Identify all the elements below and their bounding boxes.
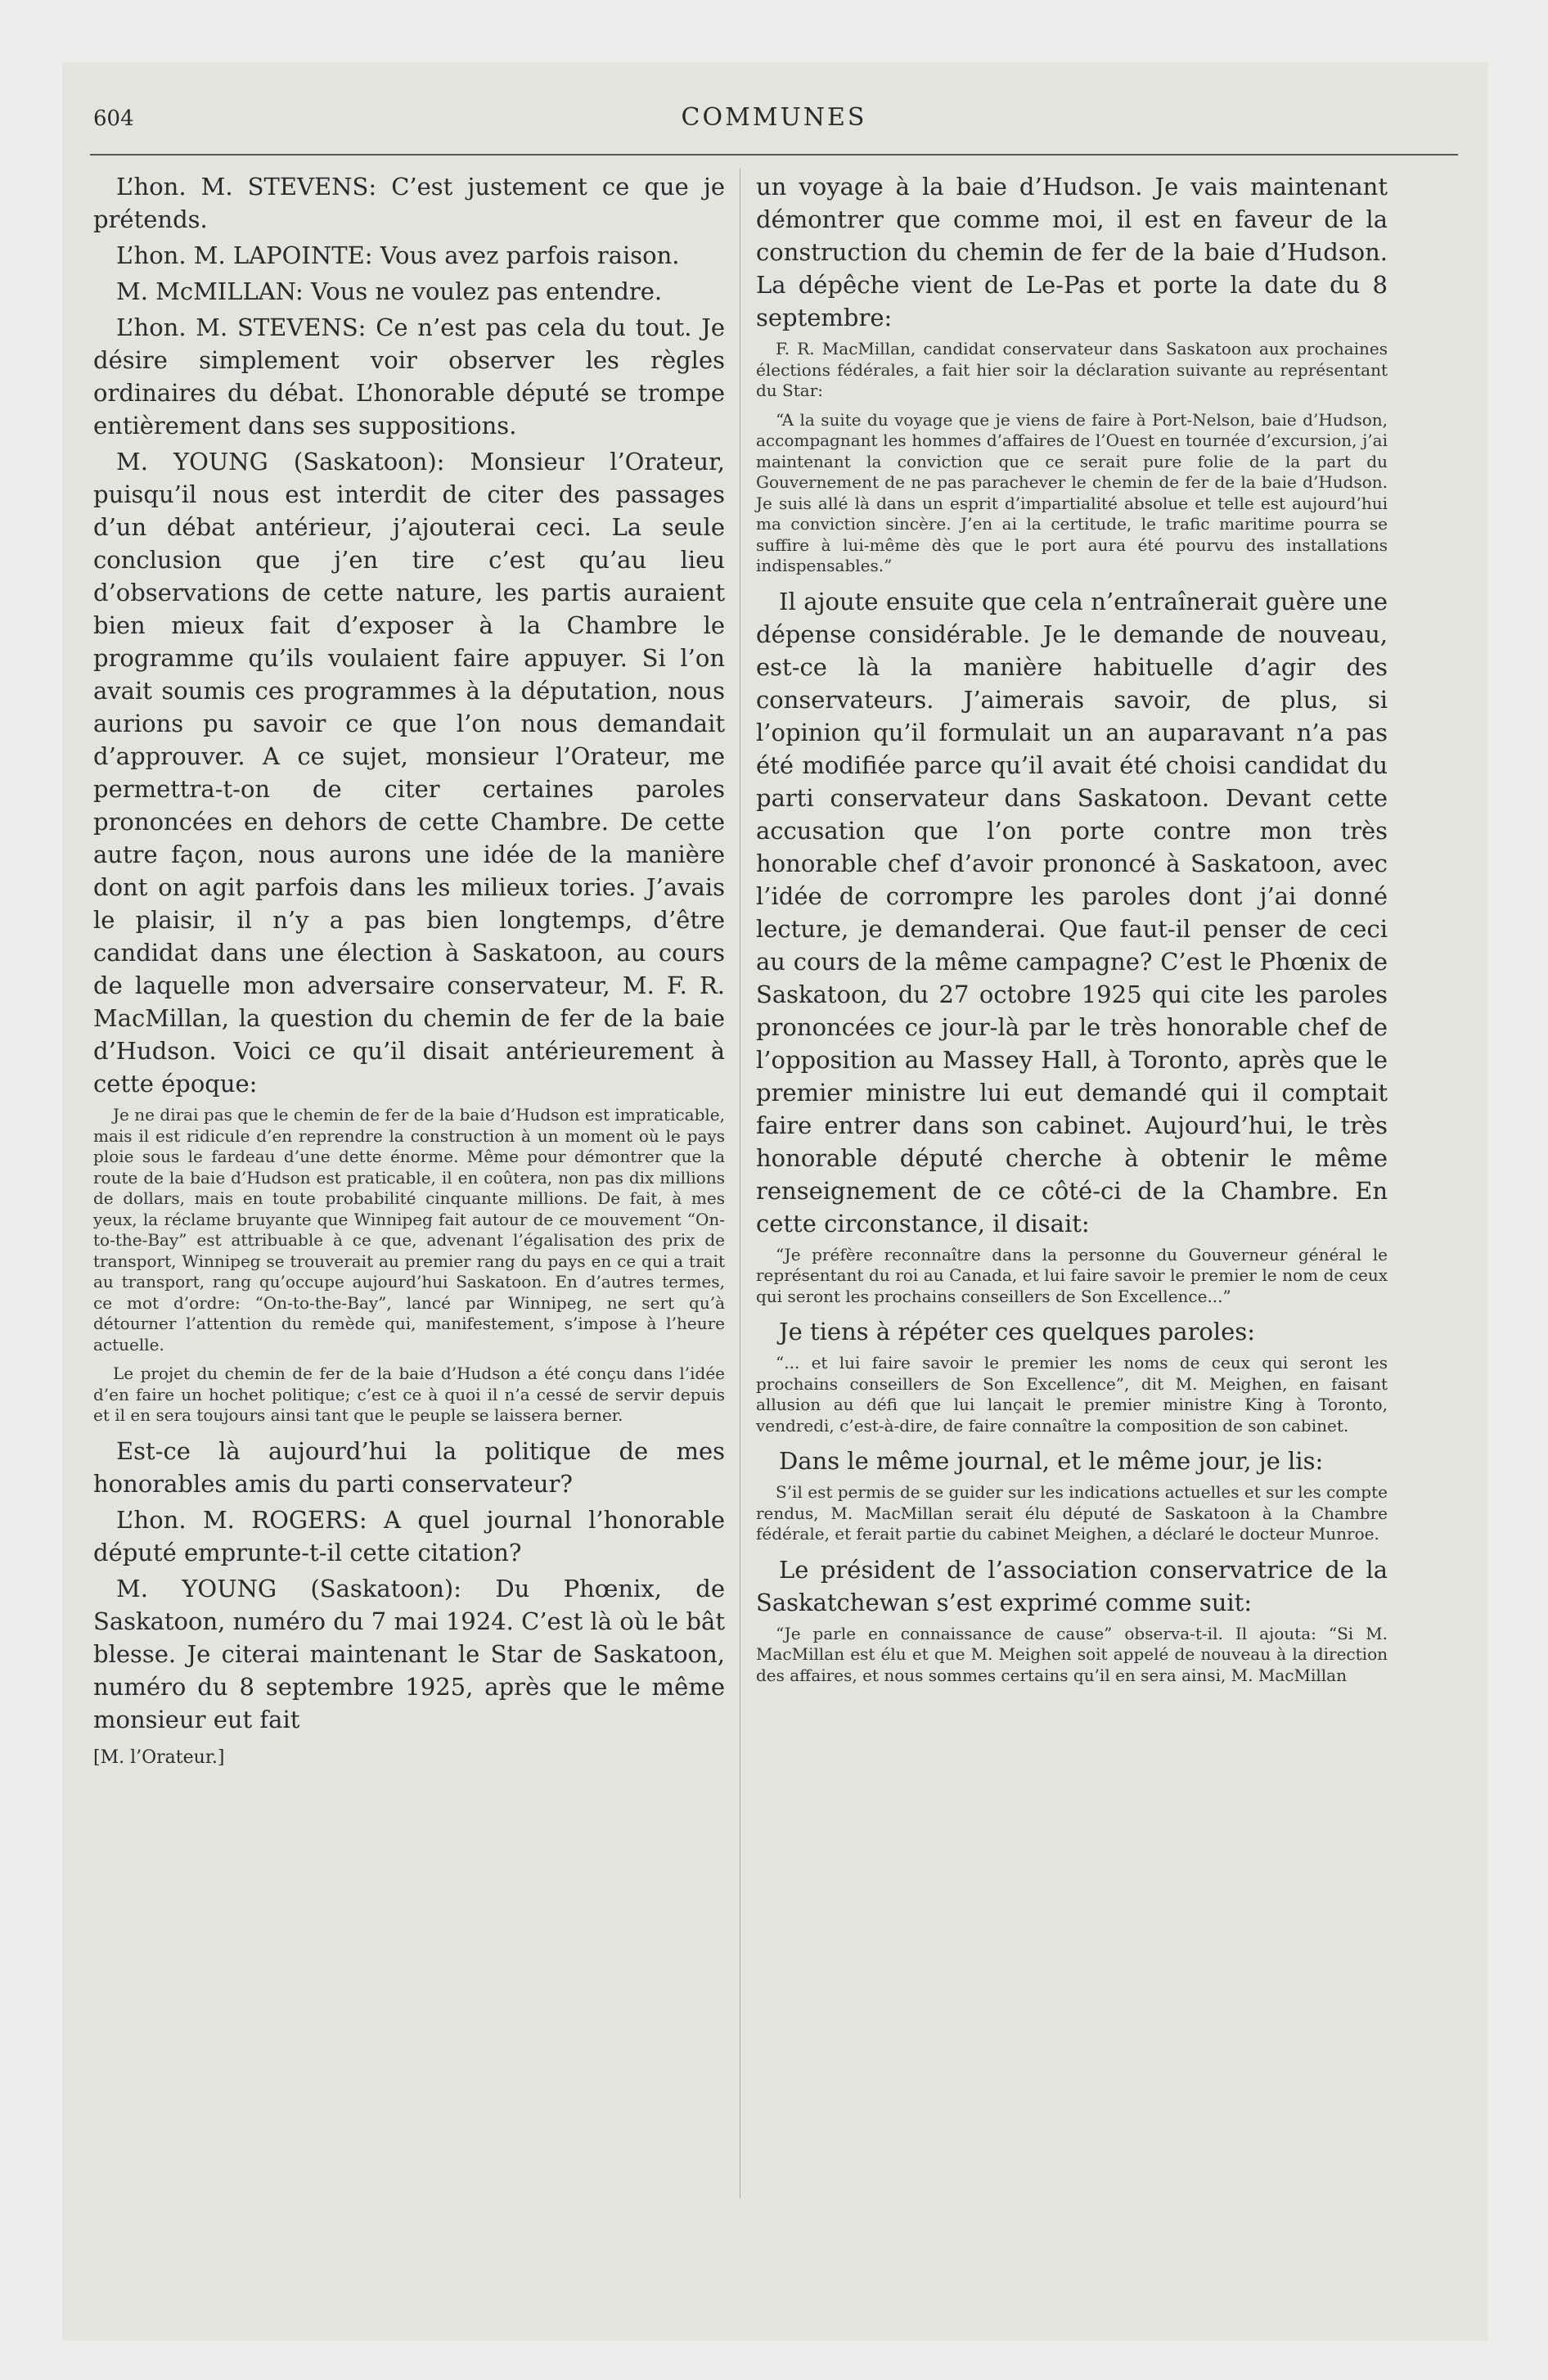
paragraph: M. YOUNG (Saskatoon): Monsieur l’Orateur, puisqu’il nous est interdit de citer des passages d’un débat antérieur, j’ajouterai ceci. La seule conclusion que j’en tire c’est qu’au lieu d’observations de cette nature, les partis auraient bien mieux fait d’exposer à la Chambre le programme qu’ils voulaient faire appuyer. Si l’on avait soumis ces programmes à la députation, nous aurions pu savoir ce que l’on nous demandait d’approuver. A ce sujet, monsieur l’Orateur, me permettra-t-on de citer certaines paroles prononcées en dehors de cette Chambre. De cette autre façon, nous aurons une idée de la manière dont on agit parfois dans les milieux tories. J’avais le plaisir, il n’y a pas bien longtemps, d’être candidat dans une élection à Saskatoon, au cours de laquelle mon adversaire conservateur, M. F. R. MacMillan, la question du chemin de fer de la baie d’Hudson. Voici ce qu’il disait antérieurement à cette époque: [93,448,725,1098]
quotation: S’il est permis de se guider sur les indications actuelles et sur les compte rendus, M. MacMillan serait élu député de Saskatoon à la Chambre fédérale, et ferait partie du cabinet Meighen, a déclaré le docteur Munroe. [756,1482,1388,1544]
paragraph: L’hon. M. STEVENS: Ce n’est pas cela du tout. Je désire simplement voir observer les règles ordinaires du débat. L’honorable député se trompe entièrement dans ses suppositions. [93,313,725,439]
paragraph: Le président de l’association conservatrice de la Saskatchewan s’est exprimé comme suit: [756,1555,1388,1616]
paragraph: M. McMILLAN: Vous ne voulez pas entendre. [116,277,663,305]
paragraph: un voyage à la baie d’Hudson. Je vais maintenant démontrer que comme moi, il est en faveur de la construction du chemin de fer de la baie d’Hudson. La dépêche vient de Le-Pas et porte la date du 8 septembre: [756,173,1388,331]
right-column [756,170,1388,1694]
paragraph: L’hon. M. STEVENS: C’est justement ce que je prétends. [93,173,725,233]
quotation: Le projet du chemin de fer de la baie d’Hudson a été conçu dans l’idée d’en faire un hochet politique; c’est ce à quoi il n’a cessé de servir depuis et il en sera toujours ainsi tant que le peuple se laissera berner. [93,1364,725,1425]
quotation: “Je préfère reconnaître dans la personne du Gouverneur général le représentant du roi au Canada, et lui faire savoir le premier le nom de ceux qui seront les prochains conseillers de Son Excellence...” [756,1244,1388,1306]
paragraph: L’hon. M. ROGERS: A quel journal l’honorable député emprunte-t-il cette citation? [93,1505,725,1566]
paragraph: Est-ce là aujourd’hui la politique de mes honorables amis du parti conservateur? [93,1436,725,1498]
page-title: COMMUNES [681,103,867,132]
paragraph: Il ajoute ensuite que cela n’entraînerait guère une dépense considérable. Je le demande de nouveau, est-ce là la manière habituelle d’agir des conservateurs. J’aimerais savoir, de plus, si l’opinion qu’il formulait un an auparavant n’a pas été modifiée parce qu’il avait été choisi candidat du parti conservateur dans Saskatoon. Devant cette accusation que l’on porte contre mon très honorable chef d’avoir prononcé à Saskatoon, avec l’idée de corrompre les paroles dont j’ai donné lecture, je demanderai. Que faut-il penser de ceci au cours de la même campagne? C’est le Phœnix de Saskatoon, du 27 octobre 1925 qui cite les paroles prononcées ce jour-là par le très honorable chef de l’opposition au Massey Hall, à Toronto, après que le premier ministre lui eut demandé qui il comptait faire entrer dans son cabinet. Aujourd’hui, le très honorable député cherche à obtenir le même renseignement de ce côté-ci de la Chambre. En cette circonstance, il disait: [756,587,1388,1237]
paragraph: Dans le même journal, et le même jour, je lis: [779,1447,1324,1475]
header-rule [90,154,1458,156]
page-number: 604 [93,106,134,131]
paragraph: Je tiens à répéter ces quelques paroles: [779,1318,1255,1346]
left-column [93,170,725,1768]
quotation: F. R. MacMillan, candidat conservateur dans Saskatoon aux prochaines élections fédérales, a fait hier soir la déclaration suivante au représentant du Star: [756,339,1388,400]
footnote: [M. l’Orateur.] [93,1747,225,1768]
running-header [93,92,1455,149]
quotation: “A la suite du voyage que je viens de faire à Port-Nelson, baie d’Hudson, accompagnant les hommes d’affaires de l’Ouest en tournée d’excursion, j’ai maintenant la conviction que ce serait pure folie de la part du Gouvernement de ne pas parachever le chemin de fer de la baie d’Hudson. Je suis allé là dans un esprit d’impartialité absolue et telle est aujourd’hui ma conviction sincère. J’en ai la certitude, le trafic maritime pourra se suffire à lui-même dès que le port aura été pourvu des installations indispensables.” [756,409,1388,575]
quotation: “... et lui faire savoir le premier les noms de ceux qui seront les prochains conseillers de Son Excellence”, dit M. Meighen, en faisant allusion au défi que lui lançait le premier ministre King à Toronto, vendredi, c’est-à-dire, de faire connaître la composition de son cabinet. [756,1353,1388,1436]
paragraph: M. YOUNG (Saskatoon): Du Phœnix, de Saskatoon, numéro du 7 mai 1924. C’est là où le bât blesse. Je citerai maintenant le Star de Saskatoon, numéro du 8 septembre 1925, après que le même monsieur eut fait [93,1574,725,1733]
quotation: Je ne dirai pas que le chemin de fer de la baie d’Hudson est impraticable, mais il est ridicule d’en reprendre la construction à un moment où le pays ploie sous le fardeau d’une dette énorme. Même pour démontrer que la route de la baie d’Hudson est praticable, il en coûtera, non pas dix millions de dollars, mais en toute probabilité cinquante millions. De fait, à mes yeux, la réclame bruyante que Winnipeg fait autour de ce mouvement “On-to-the-Bay” est attribuable à ce que, advenant l’égalisation des prix de transport, Winnipeg se trouverait au premier rang du pays en ce qui a trait au transport, rang qu’occupe aujourd’hui Saskatoon. En d’autres termes, ce mot d’ordre: “On-to-the-Bay”, lancé par Winnipeg, ne sert qu’à détourner l’attention du remède qui, manifestement, s’impose à l’heure actuelle. [93,1105,725,1355]
quotation: “Je parle en connaissance de cause” observa-t-il. Il ajouta: “Si M. MacMillan est élu et que M. Meighen soit appelé de nouveau à la direction des affaires, et nous sommes certains qu’il en sera ainsi, M. MacMillan [756,1623,1388,1685]
paragraph: L’hon. M. LAPOINTE: Vous avez parfois raison. [116,241,680,269]
